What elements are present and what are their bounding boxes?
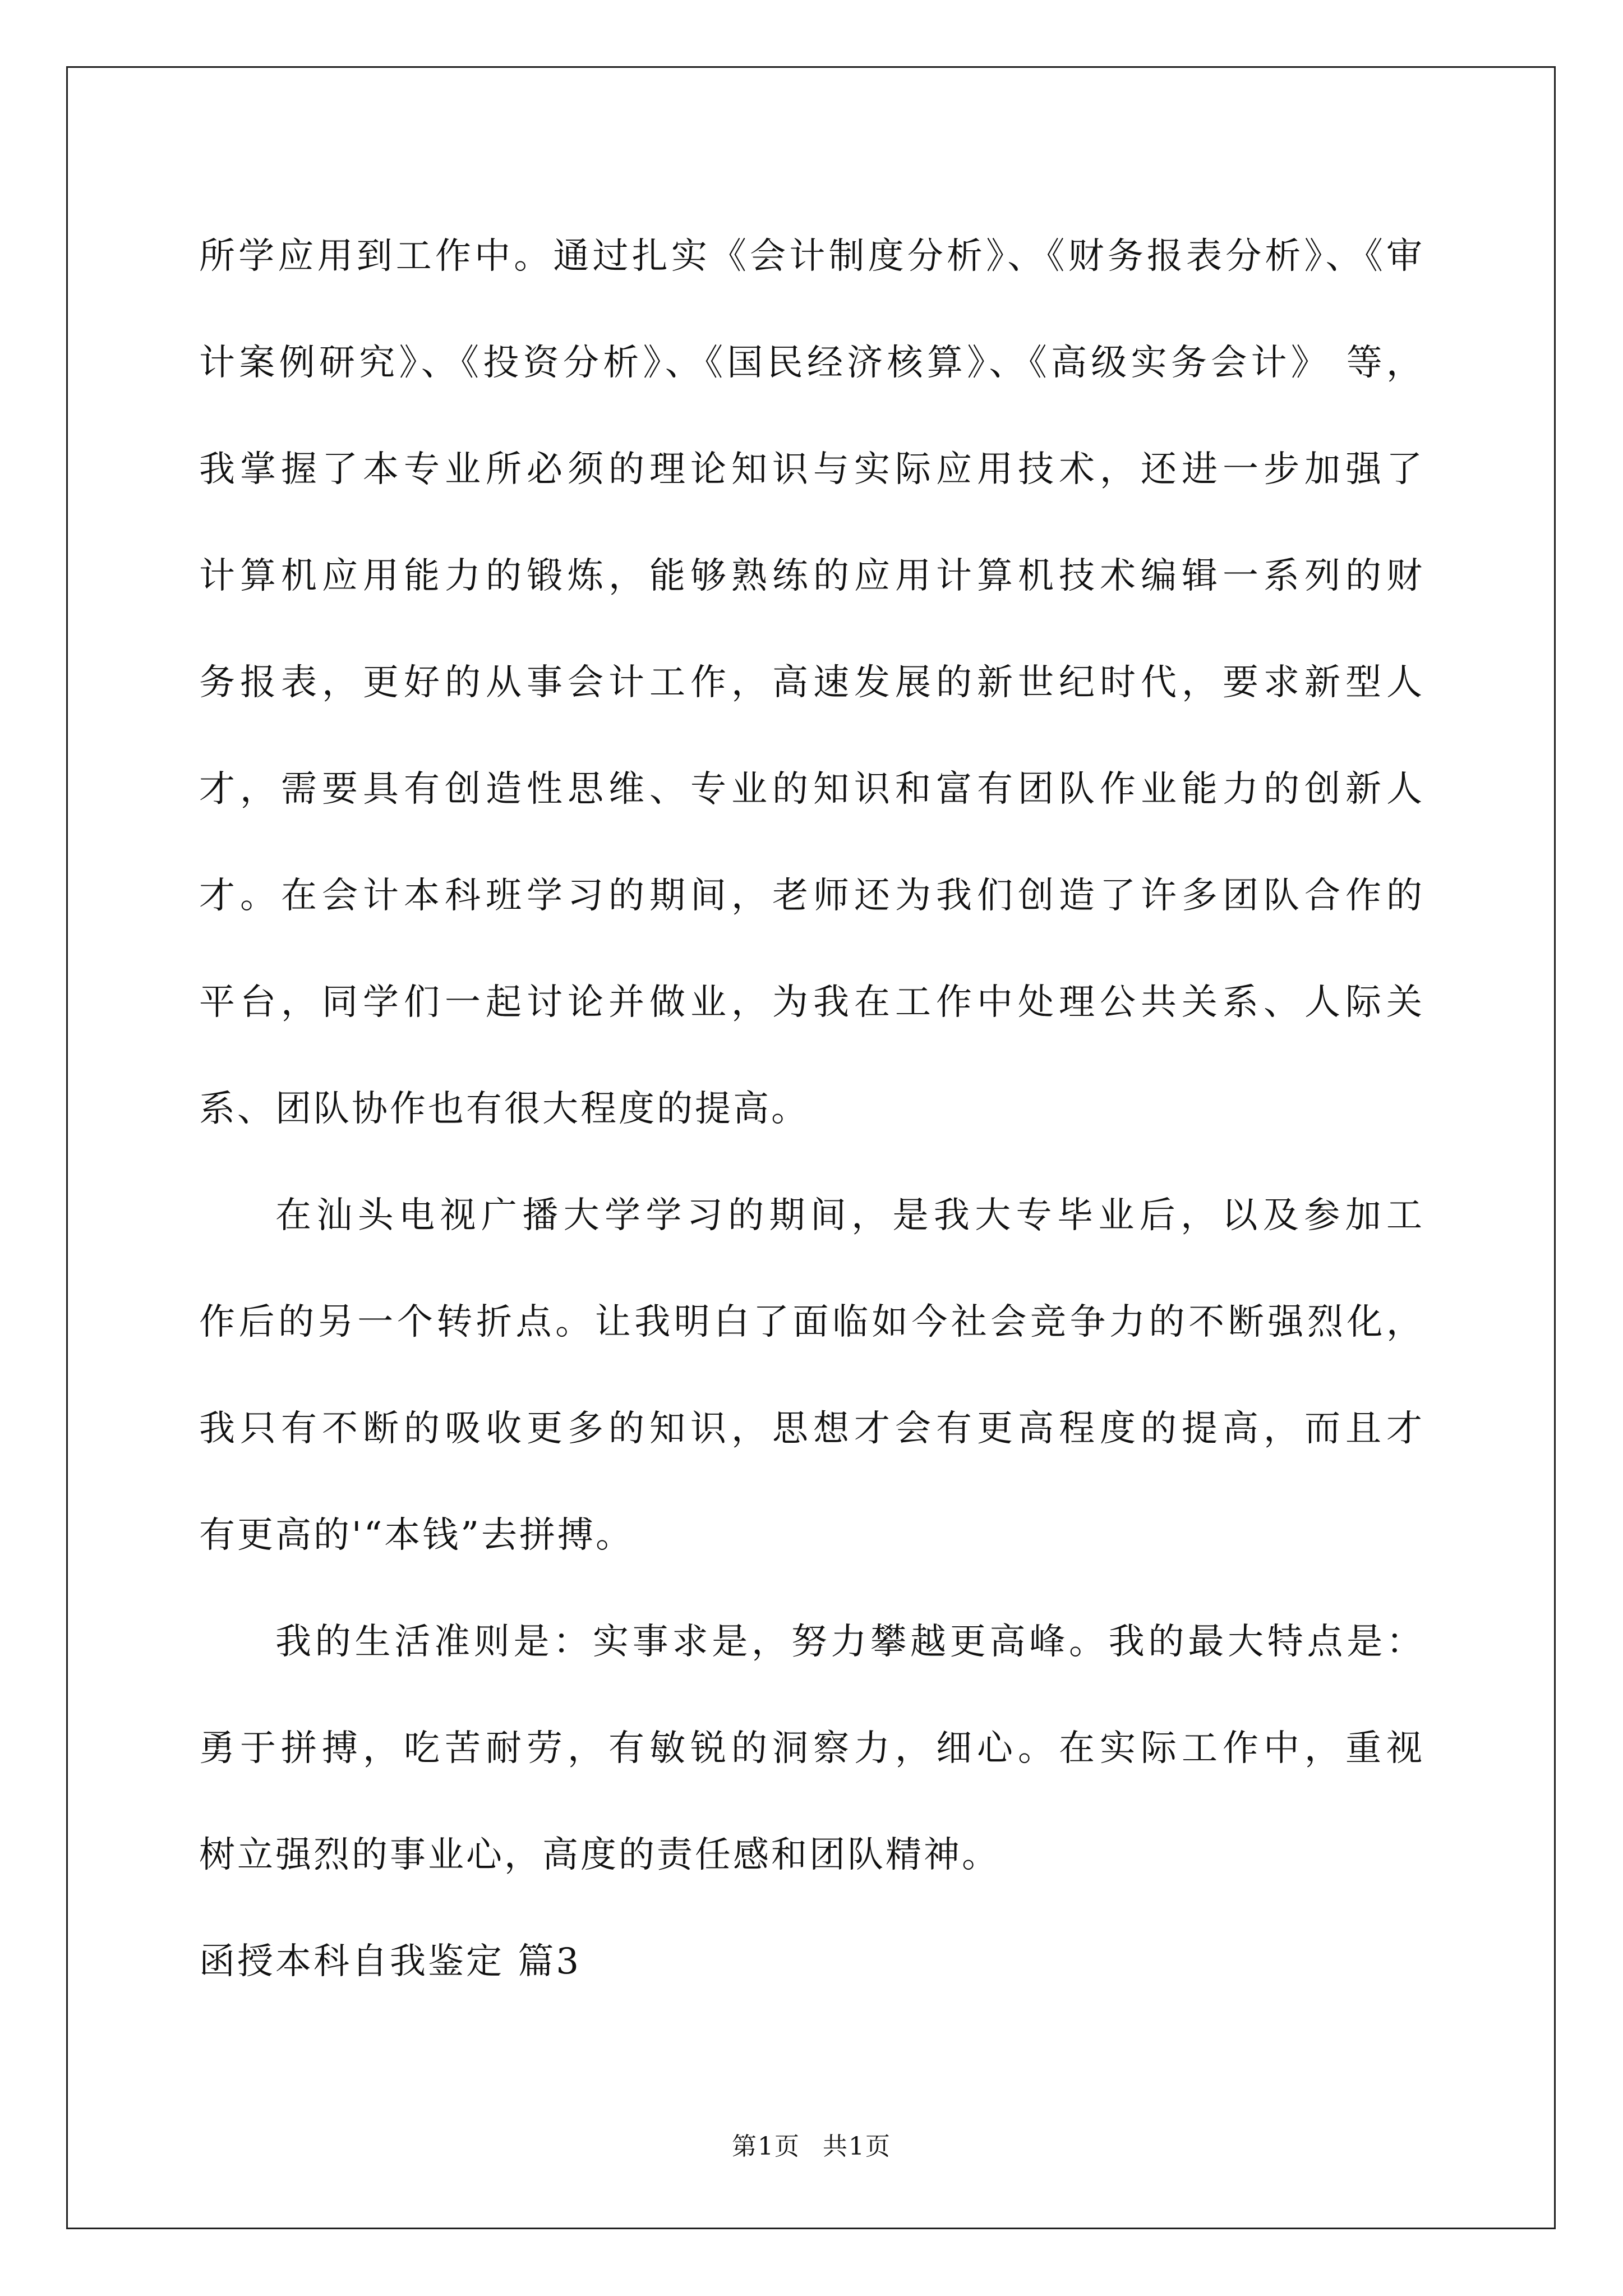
text-line: 才，需要具有创造性思维、专业的知识和富有团队作业能力的创新人 [199,769,1424,810]
text-line: 所学应用到工作中。通过扎实《会计制度分析》、《财务报表分析》、《审 [199,236,1424,277]
text-line: 树立强烈的事业心，高度的责任感和团队精神。 [199,1834,1000,1876]
text-line: 有更高的'“本钱”去拼搏。 [199,1515,634,1556]
text-line: 作后的另一个转折点。让我明白了面临如今社会竞争力的不断强烈化， [199,1301,1424,1343]
text-line: 系、团队协作也有很大程度的提高。 [199,1088,809,1130]
page-total: 共1页 [823,2132,891,2161]
text-line: 我的生活准则是：实事求是，努力攀越更高峰。我的最大特点是： [275,1621,1424,1663]
paragraph-3 [199,1589,1424,1908]
page-number: 第1页 [732,2132,800,2161]
text-line: 勇于拼搏，吃苦耐劳，有敏锐的洞察力，细心。在实际工作中，重视 [199,1728,1424,1769]
text-line: 我只有不断的吸收更多的知识，思想才会有更高程度的提高，而且才 [199,1408,1424,1450]
page-footer [0,2126,1623,2162]
document-body [199,203,1424,2015]
section-heading: 函授本科自我鉴定 篇3 [199,1941,582,1982]
text-line: 计案例研究》、《投资分析》、《国民经济核算》、《高级实务会计》 等， [199,342,1424,384]
paragraph-1 [199,203,1424,1162]
text-line: 平台，同学们一起讨论并做业，为我在工作中处理公共关系、人际关 [199,982,1424,1023]
text-line: 在汕头电视广播大学学习的期间，是我大专毕业后，以及参加工 [275,1195,1424,1236]
text-line: 才。在会计本科班学习的期间，老师还为我们创造了许多团队合作的 [199,875,1424,917]
paragraph-2 [199,1162,1424,1589]
text-line: 务报表，更好的从事会计工作，高速发展的新世纪时代，要求新型人 [199,662,1424,703]
text-line: 我掌握了本专业所必须的理论知识与实际应用技术，还进一步加强了 [199,449,1424,490]
text-line: 计算机应用能力的锻炼，能够熟练的应用计算机技术编辑一系列的财 [199,555,1424,597]
